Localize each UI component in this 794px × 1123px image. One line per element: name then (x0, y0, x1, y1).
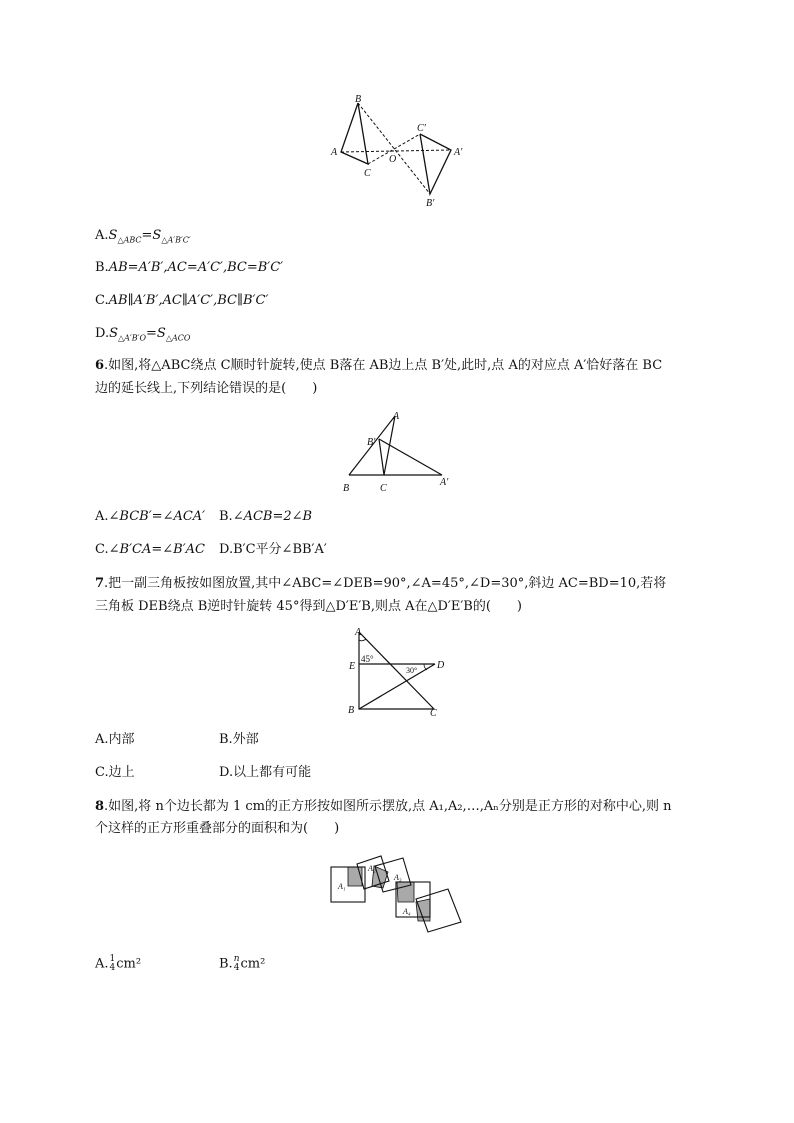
angle-mark-a (359, 639, 366, 641)
question-text: .如图,将 n个边长都为 1 cm的正方形按如图所示摆放,点 A₁,A₂,…,Aₙ分别是正方形的对称中心,则 n (104, 799, 672, 814)
numerator: 1 (109, 954, 116, 964)
label-b: B (355, 94, 362, 105)
option-key: B. (219, 732, 233, 747)
label-a4: A₄ (403, 907, 411, 916)
label-angle-30: 30° (406, 666, 418, 675)
segment-b-prime-a-prime (379, 439, 442, 475)
q5-option-b (95, 259, 283, 277)
fraction (110, 955, 116, 973)
q8-option-a (95, 955, 141, 979)
label-e: E (349, 661, 356, 672)
equals-s: =S (146, 326, 166, 341)
option-key: A. (95, 732, 109, 747)
option-text: 外部 (232, 732, 259, 747)
denominator: 4 (109, 963, 116, 973)
triangle-abc (359, 632, 434, 709)
option-key: D. (219, 765, 234, 780)
question-number: 6 (95, 358, 105, 373)
q7-option-d (219, 764, 311, 782)
q8-stem-line2: 个这样的正方形重叠部分的面积和为( ) (95, 821, 340, 836)
q7-option-c (95, 764, 135, 782)
q5-option-a (95, 227, 191, 250)
option-key: D. (219, 542, 234, 557)
option-key: B. (219, 956, 233, 972)
q6-stem-line2: 边的延长线上,下列结论错误的是( ) (95, 381, 318, 396)
label-a3: A₃ (394, 873, 402, 882)
q6-option-d (219, 541, 327, 559)
label-b: B (343, 483, 350, 494)
subscript: △ACO (165, 333, 191, 343)
option-key: C. (95, 765, 109, 780)
label-c-prime: C′ (417, 123, 426, 134)
option-text: AB=A′B′,AC=A′C′,BC=B′C′ (108, 260, 284, 275)
label-b-prime: B′ (367, 437, 376, 448)
equals-s: =S (141, 228, 162, 243)
q8-stem-line1 (95, 798, 671, 816)
subscript: △A′B′C′ (161, 235, 191, 245)
label-c: C (430, 708, 437, 718)
option-key: C. (95, 542, 109, 557)
label-a-prime: A′ (440, 477, 449, 488)
figure-rotation-triangle (336, 408, 460, 494)
unit: cm² (116, 956, 142, 972)
option-text: AB∥A′B′,AC∥A′C′,BC∥B′C′ (108, 293, 269, 308)
question-text: .把一副三角板按如图放置,其中∠ABC=∠DEB=90°,∠A=45°,∠D=30°,斜边 AC=BD=10,若将 (104, 576, 667, 591)
option-key: C. (95, 293, 109, 308)
label-angle-45: 45° (361, 654, 374, 664)
label-b: B (348, 705, 355, 716)
option-text: 边上 (108, 765, 135, 780)
label-a1: A₁ (338, 882, 346, 891)
label-d: D (437, 660, 445, 671)
figure-rotated-triangles (320, 92, 470, 212)
label-o: O (389, 154, 397, 165)
label-a: A (331, 147, 338, 158)
q7-stem-line2: 三角板 DEB绕点 B逆时针旋转 45°得到△D′E′B,则点 A在△D′E′B的( ) (95, 599, 522, 614)
option-key: B. (219, 509, 233, 524)
q6-stem-line1 (95, 357, 662, 375)
option-key: A. (95, 956, 109, 972)
numerator: n (233, 954, 240, 964)
q6-option-b (219, 508, 312, 526)
label-b-prime: B′ (426, 198, 435, 209)
q5-option-d (95, 325, 190, 348)
q6-option-a (95, 508, 205, 526)
q7-stem-line1 (95, 575, 666, 593)
triangle-a-prime (420, 134, 451, 194)
unit: cm² (240, 956, 266, 972)
s-symbol: S (109, 326, 118, 341)
option-key: A. (95, 509, 109, 524)
subscript: △ABC (117, 235, 142, 245)
option-key: D. (95, 326, 110, 341)
q5-option-c (95, 292, 268, 310)
q6-option-c (95, 541, 205, 559)
option-text: 以上都有可能 (233, 765, 312, 780)
label-c: C (380, 483, 387, 494)
question-number: 7 (95, 576, 105, 591)
option-text: ∠BCB′=∠ACA′ (108, 509, 206, 524)
option-key: A. (95, 228, 109, 243)
question-text: .如图,将△ABC绕点 C顺时针旋转,使点 B落在 AB边上点 B′处,此时,点 A的对应点 A′恰好落在 BC (104, 358, 663, 373)
q8-option-b (219, 955, 265, 979)
label-a2: A₂ (368, 864, 376, 873)
label-c: C (364, 168, 371, 179)
fraction (234, 955, 240, 973)
s-symbol: S (108, 228, 118, 243)
option-text: B′C平分∠BB′A′ (233, 542, 327, 557)
label-a: A (393, 411, 400, 422)
option-text: ∠B′CA=∠B′AC (108, 542, 205, 557)
option-text: ∠ACB=2∠B (232, 509, 313, 524)
q7-option-b (219, 731, 259, 749)
subscript: △A′B′O (118, 333, 146, 343)
question-number: 8 (95, 799, 105, 814)
triangle-abc (341, 103, 368, 164)
figure-triangle-set-squares (340, 624, 450, 718)
overlap-1 (348, 867, 362, 886)
denominator: 4 (233, 963, 240, 973)
q7-option-a (95, 731, 135, 749)
option-text: 内部 (108, 732, 135, 747)
segment-b-prime-c (379, 439, 384, 475)
label-a: A (355, 627, 362, 638)
label-a-prime: A′ (454, 147, 463, 158)
figure-overlapping-squares (326, 852, 468, 938)
option-key: B. (95, 260, 109, 275)
